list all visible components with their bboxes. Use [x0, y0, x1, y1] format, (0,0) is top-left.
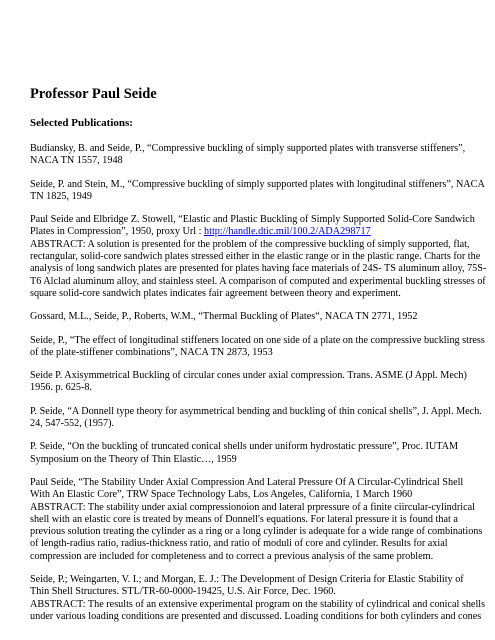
publication-list — [30, 143, 487, 623]
publication-text-line: of length-radius ratio, radius-thickness ratio, and ratio of moduli of core and cylinder. Results for axial — [30, 538, 448, 550]
publication-entry — [30, 441, 468, 466]
publication-text-line: Symposium on the Theory of Thin Elastic…, 1959 — [30, 453, 237, 465]
publication-text-line: shell with an elastic core is treated by means of Donnell's equations. For lateral pressure it is found that a — [30, 513, 458, 525]
publication-text-line: ABSTRACT: A solution is presented for the problem of the compressive buckling of simply supported, flat, — [30, 238, 470, 250]
publication-entry — [30, 214, 487, 300]
publication-text-line: Seide P. Axisymmetrical Buckling of circular cones under axial compression. Trans. ASME (J Appl. Mech) — [30, 370, 467, 382]
publication-text-line: P. Seide, “On the buckling of truncated conical shells under uniform hydrostatic pressure”, Proc. IUTAM — [30, 441, 459, 453]
proxy-url-link[interactable]: http://handle.dtic.mil/100.2/ADA298717 — [204, 226, 371, 238]
publication-text-line: analysis of long sandwich plates are presented for plates having face materials of 24S- TS aluminum alloy, 75S- — [30, 263, 487, 275]
publication-text-line: Thin Shell Structures. STL/TR-60-0000-19425, U.S. Air Force, Dec. 1960. — [30, 586, 336, 598]
publication-entry — [30, 405, 482, 431]
publication-text-line: of the plate-stiffener combinations”, NACA TN 2873, 1953 — [30, 346, 273, 358]
publication-text-line: ABSTRACT: The stability under axial compressionoion and lateral prpressure of a finite ciircular-cylindrical — [30, 501, 475, 513]
publication-text-line: 1956. p. 625-8. — [30, 382, 92, 394]
publication-text-line: Seide, P., “The effect of longitudinal stiffeners located on one side of a plate on the compressive buckling stress — [30, 334, 485, 346]
publication-text-line: P. Seide, “A Donnell type theory for asymmetrical bending and buckling of thin conical shells”, J. Appl. Mech. — [30, 405, 482, 417]
publication-entry — [30, 574, 486, 623]
publication-text-line: compression are included for completeness and to correct a previous analysis of the same problem. — [30, 550, 434, 562]
section-heading: Selected Publications: — [30, 117, 133, 129]
publication-text-line: NACA TN 1557, 1948 — [30, 155, 123, 167]
publication-text-line: ABSTRACT: The results of an extensive experimental program on the stability of cylindrical and conical shells — [30, 598, 486, 610]
publication-text-line: TN 1825, 1949 — [30, 190, 92, 202]
page-title: Professor Paul Seide — [30, 86, 157, 102]
publication-text-line: square solid-core sandwich plates indicates fair agreement between theory and experiment. — [30, 287, 401, 299]
publication-text-line: Gossard, M.L., Seide, P., Roberts, W.M., “Thermal Buckling of Plates“, NACA TN 2771, 1952 — [30, 311, 418, 323]
publication-entry — [30, 370, 468, 395]
publication-text-line: under various loading conditions are presented and discussed. Loading conditions for both cylinders and cones — [30, 610, 482, 622]
publication-text-line: Plates in Compression”, 1950, proxy Url : http://handle.dtic.mil/100.2/ADA298717 — [30, 226, 371, 238]
publication-entry — [30, 178, 485, 204]
publication-text-line: rectangular, solid-core sandwich plates stressed either in the elastic range or in the plastic range. Charts for the — [30, 251, 481, 263]
publication-text-line: Paul Seide and Elbridge Z. Stowell, “Elastic and Plastic Buckling of Simply Supported Solid-Core Sandwich — [30, 214, 475, 226]
publication-text-line: Seide, P. and Stein, M., “Compressive buckling of simply supported plates with longitudinal stiffeners”, NACA — [30, 178, 485, 190]
publication-entry — [30, 311, 468, 323]
publication-entry — [30, 476, 483, 563]
publication-entry — [30, 334, 485, 360]
publication-text-line: T6 Alclad aluminum alloy, and stainless steel. A comparison of computed and experimental buckling stresses of — [30, 275, 486, 287]
publication-text-line: Paul Seide, “The Stability Under Axial Compression And Lateral Pressure Of A Circular-Cylindrical Shell — [30, 476, 464, 488]
publication-text-line: With An Elastic Core”, TRW Space Technology Labs, Los Angeles, California, 1 March 1960 — [30, 489, 413, 501]
publication-text-line: 24, 547-552, (1957). — [30, 418, 115, 430]
publication-text-line: previous solution treating the cylinder as a ring or a long cylinder is adequate for a wide range of combinations — [30, 526, 483, 538]
publication-entry — [30, 143, 468, 168]
publication-text-line: Budiansky, B. and Seide, P., “Compressive buckling of simply supported plates with transverse stiffeners”, — [30, 143, 466, 154]
publication-text-line: Seide, P.; Weingarten, V. I.; and Morgan, E. J.: The Development of Design Criteria for Elastic Stability of — [30, 574, 464, 586]
